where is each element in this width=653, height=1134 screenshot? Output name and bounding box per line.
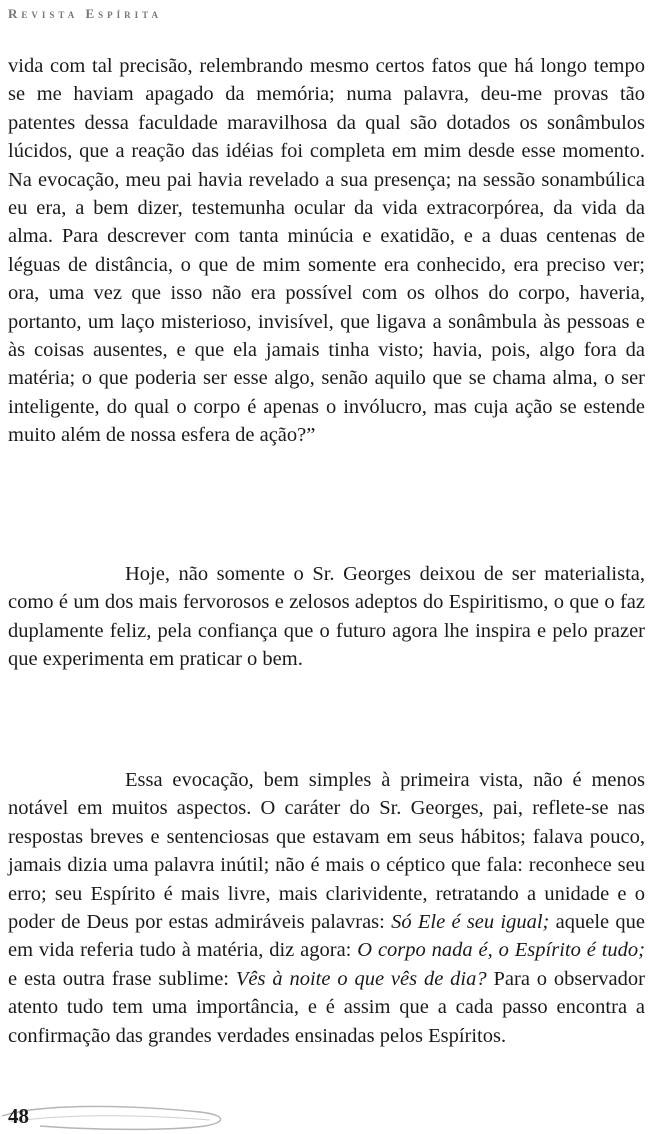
paragraph-3 <box>8 766 645 1050</box>
paragraph-2-text: Hoje, não somente o Sr. Georges deixou de ser materialista, como é um dos mais fervorosos e zelosos adeptos do Espiritismo, o que o faz duplamente feliz, pela confiança que o futuro agora lhe inspira e pelo prazer que experimenta em praticar o bem. <box>8 563 645 671</box>
page-ornament-swoosh <box>0 1100 230 1134</box>
paragraph-2 <box>8 560 645 674</box>
page-number: 48 <box>8 1104 29 1128</box>
paragraph-3-segment: Essa evocação, bem simples à primeira vista, não é menos notável em muitos aspectos. O caráter do Sr. Georges, pai, reflete-se nas respostas breves e sentenciosas que estavam em seus hábitos; falava pouco, jamais dizia uma palavra inútil; não é mais o céptico que fala: reconhece seu erro; seu Espírito é mais livre, mais clarividente, retratando a unidade e o poder de Deus por estas admiráveis palavras: <box>8 769 645 934</box>
quote-italic-1: Só Ele é seu igual; <box>391 911 550 934</box>
paragraph-1 <box>8 52 645 450</box>
paragraph-3-segment: Para o observador atento tudo tem uma importância, e é assim que a cada passo encontra a confirmação das grandes verdades ensinadas pelos Espíritos. <box>8 967 645 1047</box>
paragraph-3-segment: e esta outra frase sublime: <box>8 967 236 990</box>
paragraph-3-segment: aquele que em vida referia tudo à matéria, diz agora: <box>8 911 645 962</box>
quote-italic-2: O corpo nada é, o Espírito é tudo; <box>357 939 645 962</box>
paragraph-1-text: vida com tal precisão, relembrando mesmo certos fatos que há longo tempo se me haviam apagado da memória; numa palavra, deu-me provas tão patentes dessa faculdade maravilhosa da qual são dotados os sonâmbulos lúcidos, que a reação das idéias foi completa em mim desde esse momento. Na evocação, meu pai havia revelado a sua presença; na sessão sonambúlica eu era, a bem dizer, testemunha ocular da vida extracorpórea, da vida da alma. Para descrever com tanta minúcia e exatidão, e a duas centenas de léguas de distância, o que de mim somente era conhecido, era preciso ver; ora, uma vez que isso não era possível com os olhos do corpo, haveria, portanto, um laço misterioso, invisível, que ligava a sonâmbula às pessoas e às coisas ausentes, e que ela jamais tinha visto; havia, pois, algo fora da matéria; o que poderia ser esse algo, senão aquilo que se chama alma, o ser inteligente, do qual o corpo é apenas o invólucro, mas cuja ação se estende muito além de nossa esfera de ação?” <box>8 55 645 447</box>
paragraph-3-text <box>8 766 645 1050</box>
quote-italic-3: Vês à noite o que vês de dia? <box>235 967 487 990</box>
running-head: Revista Espírita <box>8 6 162 21</box>
